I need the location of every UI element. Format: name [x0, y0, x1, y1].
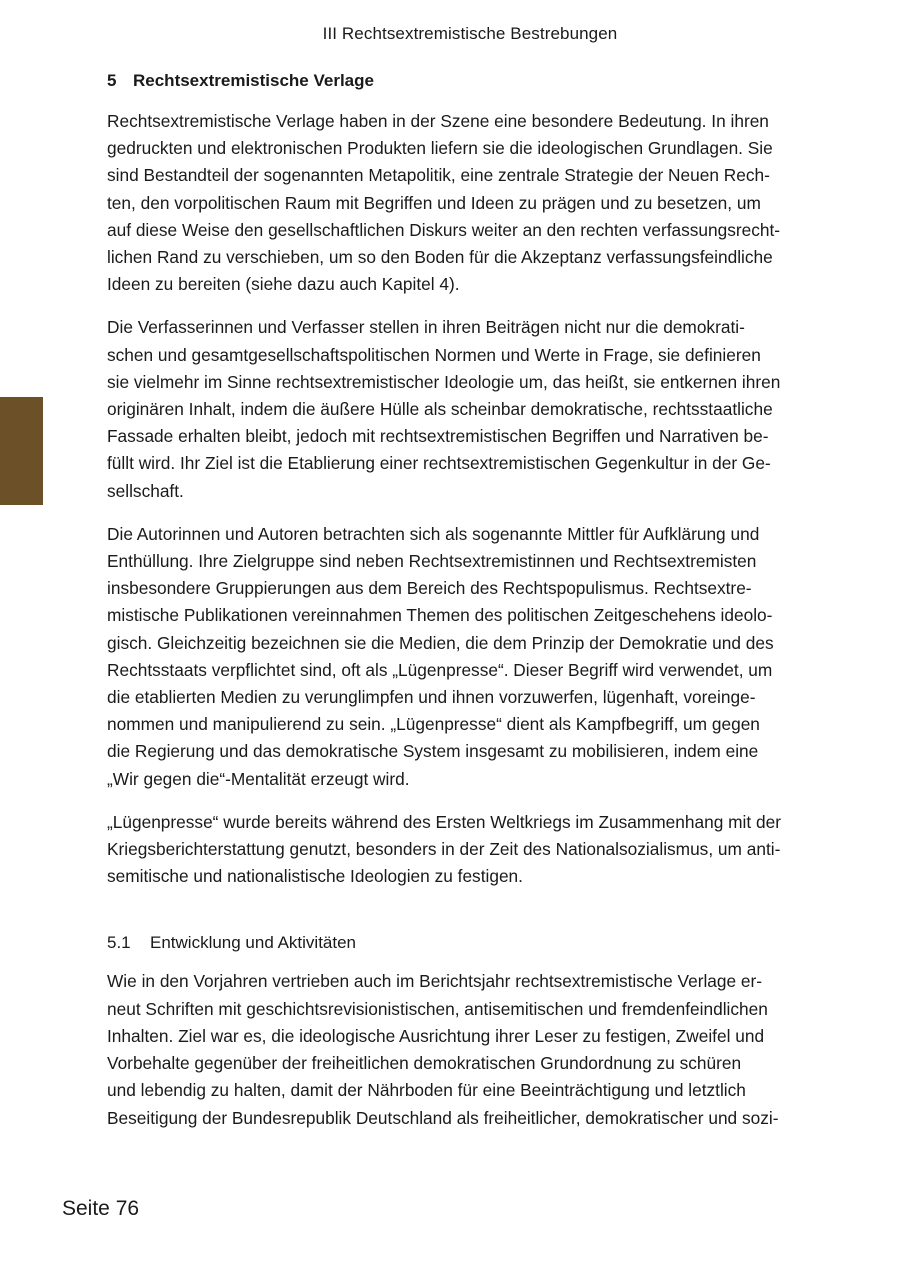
- section-title: Rechtsextremistische Verlage: [133, 71, 374, 90]
- text-line: die Regierung und das demokratische System insgesamt zu mobilisieren, indem eine: [107, 741, 759, 762]
- text-line: Kriegsberichterstattung genutzt, besonders in der Zeit des Nationalsozialismus, um anti-: [107, 839, 781, 860]
- text-line: Ideen zu bereiten (siehe dazu auch Kapitel 4).: [107, 274, 460, 295]
- text-line: neut Schriften mit geschichtsrevisionistischen, antisemitischen und fremdenfeindlichen: [107, 998, 768, 1019]
- text-line: sie vielmehr im Sinne rechtsextremistischer Ideologie um, das heißt, sie entkernen ihren: [107, 371, 781, 392]
- section-heading: [107, 68, 835, 94]
- text-line: gedruckten und elektronischen Produkten liefern sie die ideologischen Grundlagen. Sie: [107, 138, 773, 159]
- text-line: Rechtsextremistische Verlage haben in der Szene eine besondere Bedeutung. In ihren: [107, 111, 769, 131]
- paragraph-4: [107, 809, 835, 891]
- text-line: gisch. Gleichzeitig bezeichnen sie die Medien, die dem Prinzip der Demokratie und des: [107, 632, 774, 653]
- text-line: sind Bestandteil der sogenannten Metapolitik, eine zentrale Strategie der Neuen Rech-: [107, 165, 770, 186]
- running-header: III Rechtsextremistische Bestrebungen: [322, 24, 618, 43]
- text-line: insbesondere Gruppierungen aus dem Bereich des Rechtspopulismus. Rechtsextre-: [107, 578, 752, 599]
- text-line: Vorbehalte gegenüber der freiheitlichen demokratischen Grundordnung zu schüren: [107, 1053, 742, 1074]
- text-line: Fassade erhalten bleibt, jedoch mit rechtsextremistischen Begriffen und Narrativen be-: [107, 426, 769, 447]
- text-line: Inhalten. Ziel war es, die ideologische Ausrichtung ihrer Leser zu festigen, Zweifel und: [107, 1025, 765, 1046]
- text-line: und lebendig zu halten, damit der Nährboden für eine Beeinträchtigung und letztlich: [107, 1080, 746, 1101]
- text-line: mistische Publikationen vereinnahmen Themen des politischen Zeitgeschehens ideolo-: [107, 605, 773, 626]
- text-line: schen und gesamtgesellschaftspolitischen Normen und Werte in Frage, sie definieren: [107, 344, 761, 365]
- page-content: [107, 68, 835, 1148]
- paragraph-1: [107, 108, 835, 298]
- paragraph-2: [107, 314, 835, 504]
- text-line: „Wir gegen die“-Mentalität erzeugt wird.: [107, 768, 410, 789]
- text-line: „Lügenpresse“ wurde bereits während des Ersten Weltkriegs im Zusammenhang mit der: [107, 811, 781, 832]
- text-line: Wie in den Vorjahren vertrieben auch im Berichtsjahr rechtsextremistische Verlage er-: [107, 971, 763, 992]
- subsection-number: 5.1: [107, 933, 131, 953]
- text-line: ten, den vorpolitischen Raum mit Begriffen und Ideen zu prägen und zu besetzen, um: [107, 192, 761, 213]
- text-line: Die Verfasserinnen und Verfasser stellen in ihren Beiträgen nicht nur die demokrati-: [107, 317, 745, 338]
- page-number: Seite 76: [62, 1197, 140, 1220]
- text-line: Die Autorinnen und Autoren betrachten sich als sogenannte Mittler für Aufklärung und: [107, 523, 760, 544]
- text-line: Beseitigung der Bundesrepublik Deutschland als freiheitlicher, demokratischer und sozi-: [107, 1107, 779, 1128]
- text-line: auf diese Weise den gesellschaftlichen Diskurs weiter an den rechten verfassungsrecht-: [107, 219, 781, 240]
- text-line: sellschaft.: [107, 480, 184, 501]
- subsection-title: Entwicklung und Aktivitäten: [150, 933, 357, 953]
- text-line: Enthüllung. Ihre Zielgruppe sind neben Rechtsextremistinnen und Rechtsextremisten: [107, 551, 757, 572]
- text-line: lichen Rand zu verschieben, um so den Boden für die Akzeptanz verfassungsfeindliche: [107, 247, 773, 268]
- chapter-marker-tab: [0, 397, 43, 505]
- subsection-heading: [107, 930, 835, 956]
- text-line: Rechtsstaats verpflichtet sind, oft als „Lügenpresse“. Dieser Begriff wird verwendet, um: [107, 659, 773, 680]
- text-line: füllt wird. Ihr Ziel ist die Etablierung einer rechtsextremistischen Gegenkultur in der Ge-: [107, 453, 771, 474]
- text-line: originären Inhalt, indem die äußere Hülle als scheinbar demokratische, rechtsstaatliche: [107, 399, 773, 420]
- paragraph-5: [107, 968, 835, 1131]
- paragraph-3: [107, 521, 835, 793]
- section-number: 5: [107, 71, 117, 90]
- text-line: die etablierten Medien zu verunglimpfen und ihnen vorzuwerfen, lügenhaft, voreinge-: [107, 687, 756, 708]
- text-line: nommen und manipulierend zu sein. „Lügenpresse“ dient als Kampfbegriff, um gegen: [107, 714, 760, 735]
- text-line: semitische und nationalistische Ideologien zu festigen.: [107, 866, 523, 887]
